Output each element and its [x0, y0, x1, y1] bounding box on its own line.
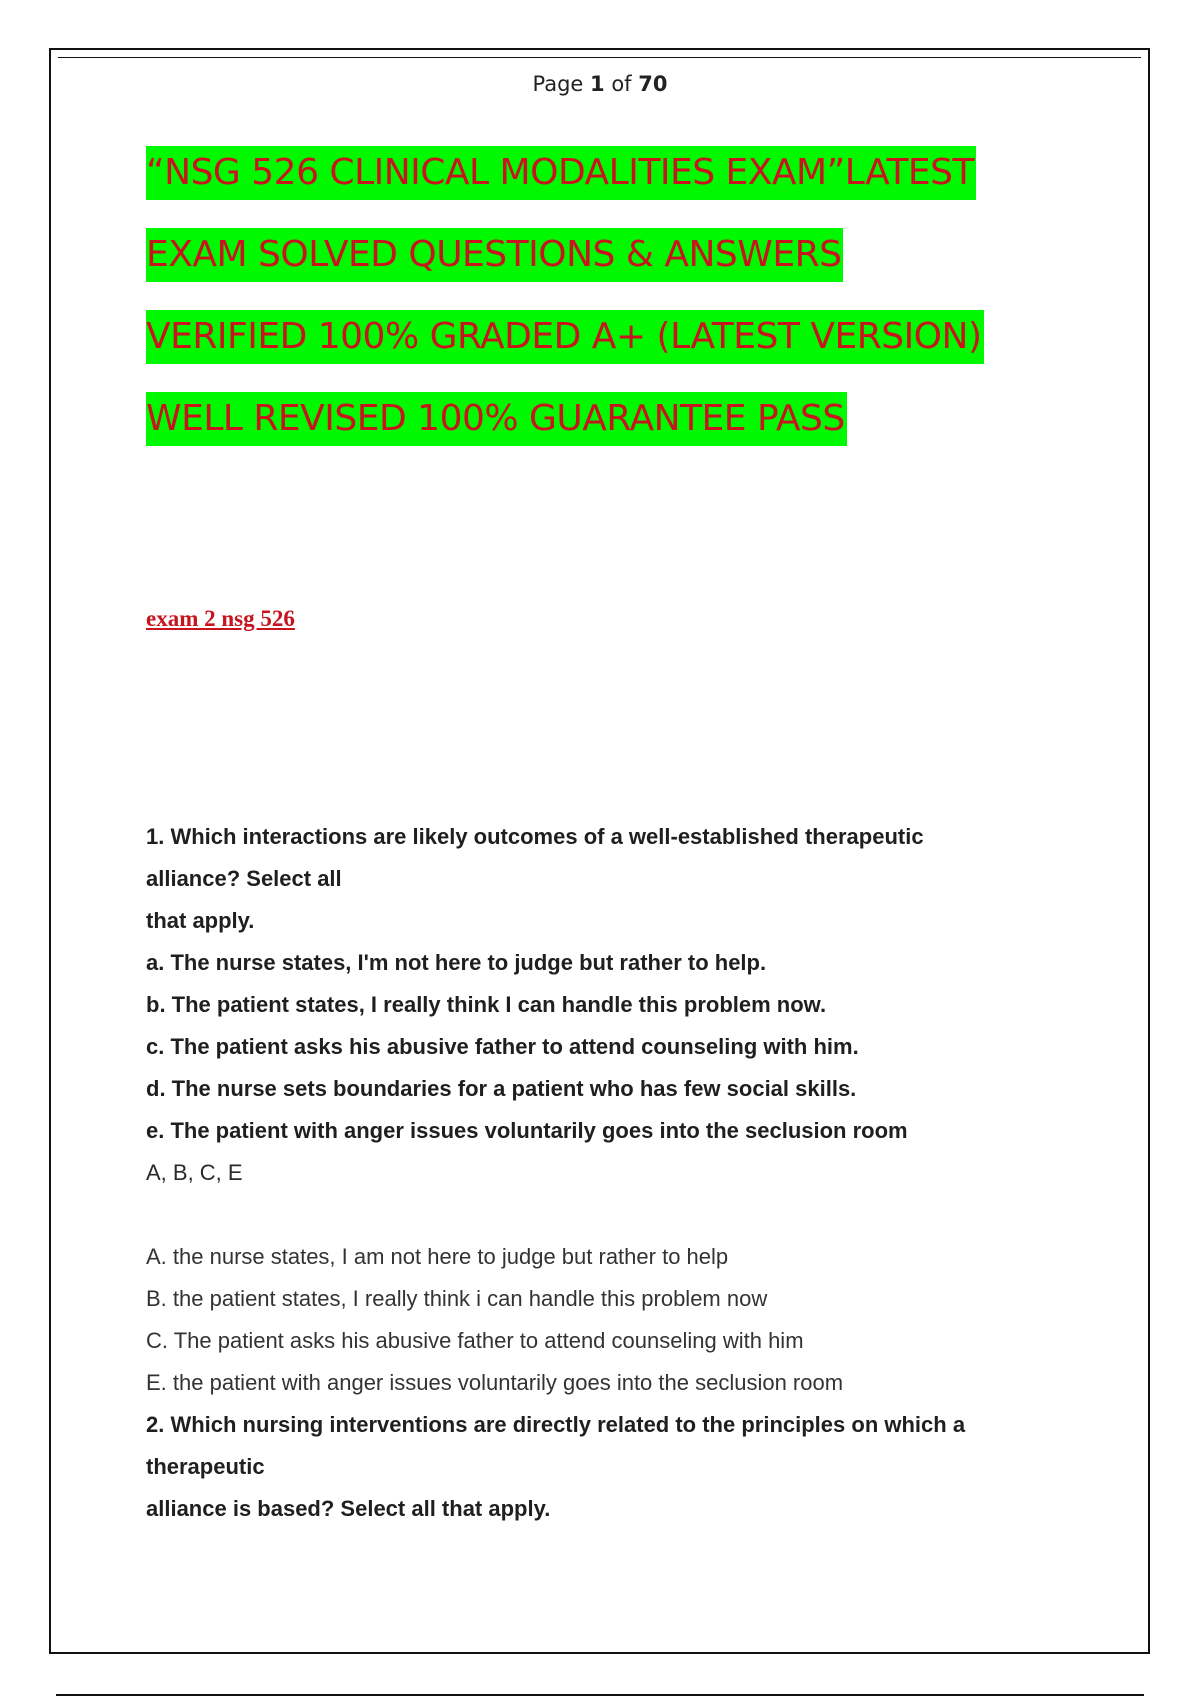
next-page-top-rule [56, 1694, 1144, 1696]
page-number [0, 72, 1200, 96]
page-number-total: 70 [638, 72, 668, 96]
question-2-line-3: alliance is based? Select all that apply. [146, 1496, 551, 1521]
question-1-explanation-e: E. the patient with anger issues voluntarily goes into the seclusion room [146, 1370, 844, 1395]
title-line-1: “NSG 526 CLINICAL MODALITIES EXAM”LATEST [146, 146, 976, 200]
page-top-rule [58, 57, 1141, 58]
question-1-option-e: e. The patient with anger issues voluntarily goes into the seclusion room [146, 1118, 908, 1143]
question-content [146, 816, 1066, 1530]
question-1-line-1: 1. Which interactions are likely outcomes of a well-established therapeutic [146, 824, 924, 849]
question-1-option-b: b. The patient states, I really think I can handle this problem now. [146, 992, 827, 1017]
page-number-of: of [611, 72, 632, 96]
question-1-line-3: that apply. [146, 908, 255, 933]
question-1-explanation-b: B. the patient states, I really think i can handle this problem now [146, 1286, 768, 1311]
title-line-4: WELL REVISED 100% GUARANTEE PASS [146, 392, 847, 446]
question-1-option-a: a. The nurse states, I'm not here to judge but rather to help. [146, 950, 767, 975]
question-2-line-1: 2. Which nursing interventions are directly related to the principles on which a [146, 1412, 966, 1437]
question-1-answer: A, B, C, E [146, 1160, 243, 1185]
spacer [146, 1194, 1066, 1236]
section-link[interactable]: exam 2 nsg 526 [146, 606, 295, 631]
question-1-line-2: alliance? Select all [146, 866, 342, 891]
page-number-prefix: Page [532, 72, 584, 96]
question-1-option-d: d. The nurse sets boundaries for a patient who has few social skills. [146, 1076, 857, 1101]
title-line-2: EXAM SOLVED QUESTIONS & ANSWERS [146, 228, 843, 282]
question-1-explanation-a: A. the nurse states, I am not here to judge but rather to help [146, 1244, 729, 1269]
question-1-option-c: c. The patient asks his abusive father to attend counseling with him. [146, 1034, 859, 1059]
document-title [146, 146, 1086, 474]
title-line-3: VERIFIED 100% GRADED A+ (LATEST VERSION) [146, 310, 984, 364]
page-number-current: 1 [590, 72, 605, 96]
question-1-explanation-c: C. The patient asks his abusive father to attend counseling with him [146, 1328, 804, 1353]
question-2-line-2: therapeutic [146, 1454, 265, 1479]
